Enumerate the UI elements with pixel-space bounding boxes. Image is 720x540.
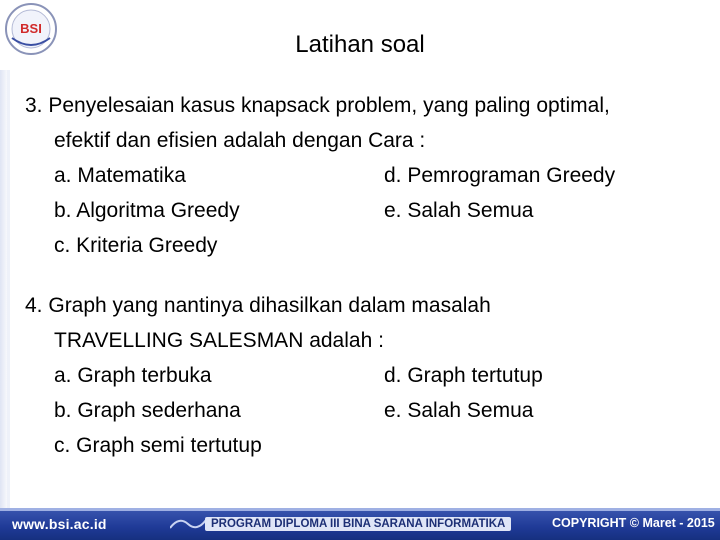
footer-program-label: PROGRAM DIPLOMA III BINA SARANA INFORMATIKA <box>205 517 511 531</box>
left-decor-bar-inner <box>7 70 10 510</box>
option-b: b. Graph sederhana <box>54 399 241 422</box>
option-c: c. Graph semi tertutup <box>54 434 262 457</box>
option-d: d. Pemrograman Greedy <box>384 164 616 187</box>
question-stem-line1: Graph yang nantinya dihasilkan dalam masalah <box>48 294 491 317</box>
question-3 <box>25 88 715 257</box>
option-d: d. Graph tertutup <box>384 364 543 387</box>
slide-title: Latihan soal <box>295 31 425 58</box>
question-stem <box>25 88 715 123</box>
footer-top-line <box>0 508 720 511</box>
option-c: c. Kriteria Greedy <box>54 234 218 257</box>
question-number: 4. <box>25 294 43 317</box>
footer-url-link[interactable]: www.bsi.ac.id <box>12 516 107 532</box>
question-4 <box>25 288 715 457</box>
question-stem-line2: TRAVELLING SALESMAN adalah : <box>54 329 384 352</box>
footer-bar <box>0 508 720 540</box>
option-e: e. Salah Semua <box>384 199 534 222</box>
question-stem-line1: Penyelesaian kasus knapsack problem, yang paling optimal, <box>48 94 610 117</box>
option-b: b. Algoritma Greedy <box>54 199 240 222</box>
option-a: a. Graph terbuka <box>54 364 212 387</box>
footer-copyright: COPYRIGHT © Maret - 2015 <box>552 516 715 530</box>
wave-decor-icon <box>170 514 206 534</box>
option-e: e. Salah Semua <box>384 399 534 422</box>
question-stem-line2: efektif dan efisien adalah dengan Cara : <box>54 129 426 152</box>
svg-text:BSI: BSI <box>20 21 42 36</box>
question-number: 3. <box>25 94 43 117</box>
option-a: a. Matematika <box>54 164 186 187</box>
left-decor-bar <box>0 70 7 510</box>
question-stem <box>25 288 715 323</box>
